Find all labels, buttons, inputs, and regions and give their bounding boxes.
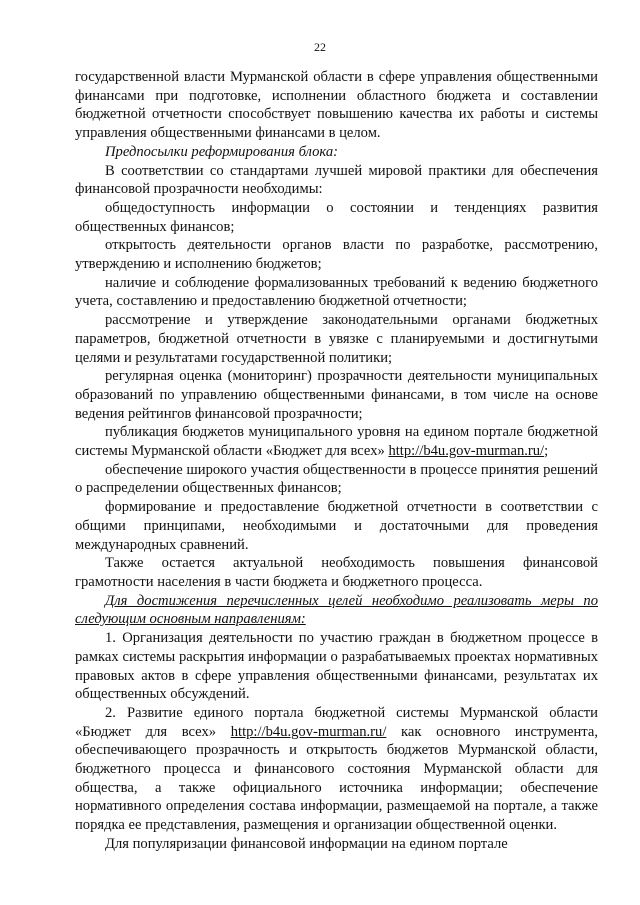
- publication-end: ;: [544, 443, 549, 460]
- paragraph-intro: государственной власти Мурманской области в сфере управления общественными финансами при подготовке, исполнении областного бюджета и составлении бюджетной отчетности способствует повышению качества их работы и системы управления общественными финансами в целом.: [75, 69, 598, 142]
- page-number: 22: [314, 40, 326, 54]
- paragraph-literacy: Также остается актуальной необходимость повышения финансовой грамотности населения в части бюджета и бюджетного процесса.: [75, 555, 598, 590]
- document-body: [75, 68, 598, 854]
- portal-link-2[interactable]: http://b4u.gov-murman.ru/: [230, 723, 387, 740]
- direction-item-1: 1. Организация деятельности по участию граждан в бюджетном процессе в рамках системы раскрытия информации о разрабатываемых проектах нормативных правовых актов в сфере управления общественными финансами, результатах их общественных обсуждений.: [75, 630, 598, 703]
- section-heading: Предпосылки реформирования блока:: [105, 143, 339, 160]
- direction-2-text-after: как основного инструмента, обеспечивающего прозрачность и открытость бюджетов Мурманской области, бюджетного процесса и финансового состояния Мурманской области для общества, а также официального источника информации; обеспечение нормативного определения состава информации, размещаемой на портале, а также порядка ее представления, размещения и организации общественной оценки.: [75, 723, 598, 834]
- list-item-participation: обеспечение широкого участия общественности в процессе принятия решений о распределении общественных финансов;: [75, 461, 598, 497]
- list-item-approval: рассмотрение и утверждение законодательными органами бюджетных параметров, бюджетной отчетности в увязке с планируемыми и достигнутыми целями и результатами государственной политики;: [75, 312, 598, 366]
- list-item-publication: [75, 423, 598, 460]
- paragraph-popularization: Для популяризации финансовой информации на едином портале: [105, 835, 508, 852]
- paragraph-standards: В соответствии со стандартами лучшей мировой практики для обеспечения финансовой прозрачности необходимы:: [75, 162, 598, 198]
- list-item-accessibility: общедоступность информации о состоянии и тенденциях развития общественных финансов;: [75, 199, 598, 235]
- publication-text: публикация бюджетов муниципального уровня на едином портале бюджетной системы Мурманской области «Бюджет для всех»: [75, 424, 598, 460]
- direction-item-2: [75, 704, 598, 835]
- directions-heading: Для достижения перечисленных целей необходимо реализовать меры по следующим основным направлениям:: [75, 592, 598, 628]
- list-item-reporting: формирование и предоставление бюджетной отчетности в соответствии с общими принципами, необходимыми и достаточными для проведения международных сравнений.: [75, 499, 598, 553]
- portal-link[interactable]: http://b4u.gov-murman.ru/: [388, 443, 545, 460]
- list-item-openness: открытость деятельности органов власти по разработке, рассмотрению, утверждению и исполнению бюджетов;: [75, 237, 598, 273]
- list-item-requirements: наличие и соблюдение формализованных требований к ведению бюджетного учета, составлению и предоставлению бюджетной отчетности;: [75, 274, 598, 310]
- list-item-monitoring: регулярная оценка (мониторинг) прозрачности деятельности муниципальных образований по управлению общественными финансами, в том числе на основе ведения рейтингов финансовой прозрачности;: [75, 368, 598, 422]
- direction-2-text-before: 2. Развитие единого портала бюджетной системы Мурманской области «Бюджет для всех»: [75, 704, 598, 740]
